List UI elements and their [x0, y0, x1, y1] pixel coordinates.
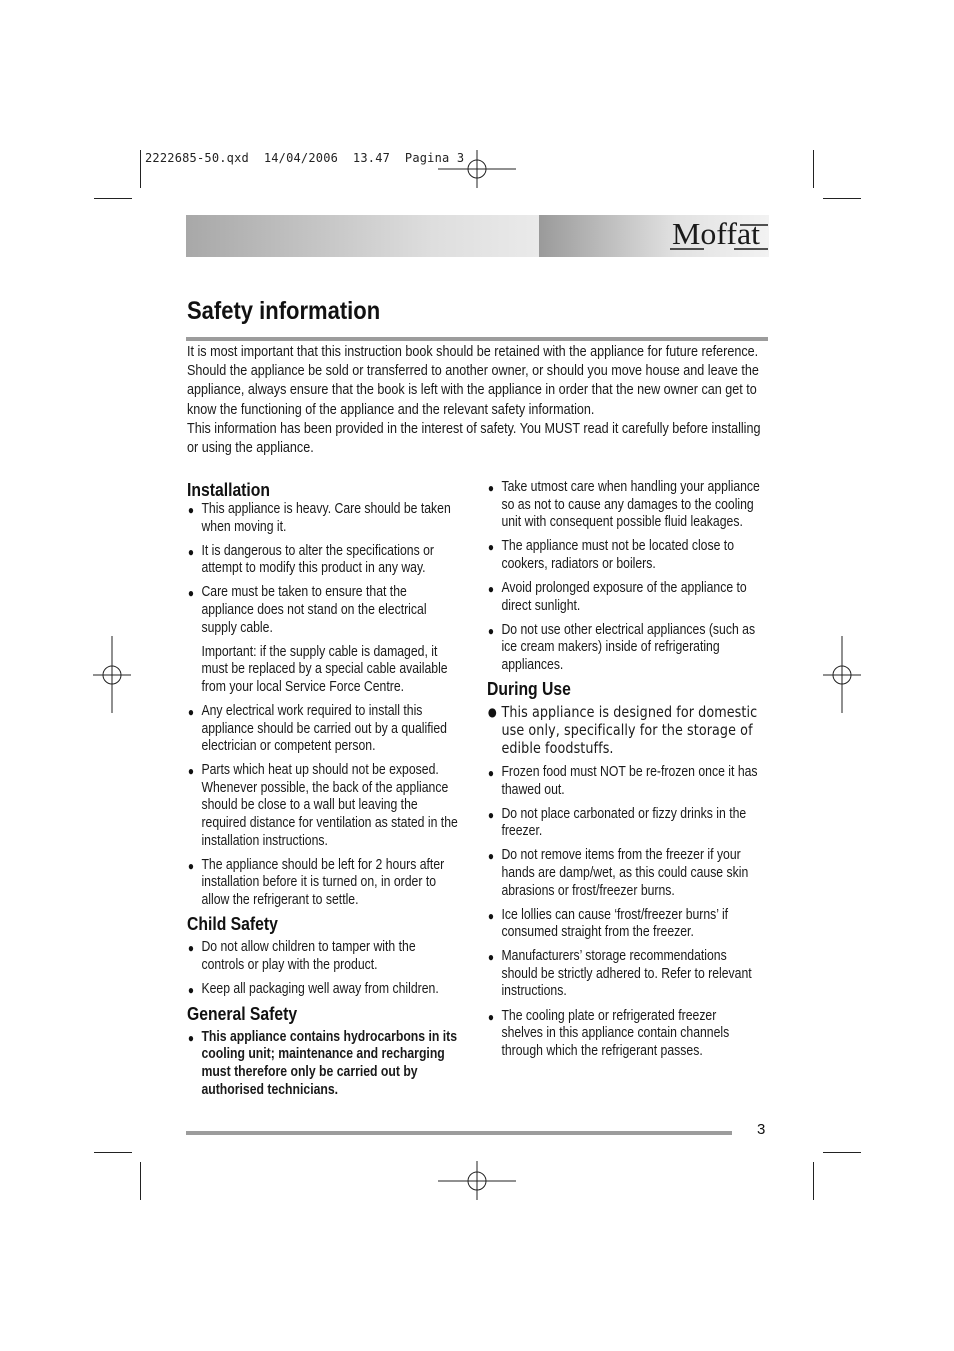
- intro-paragraph: This information has been provided in the interest of safety. You MUST read it carefully before installing or using the appliance.: [187, 420, 761, 457]
- bullet-icon: ●: [187, 983, 195, 998]
- list-item: [487, 806, 761, 841]
- list-item: [487, 580, 761, 615]
- list-item: [487, 538, 761, 573]
- list-item-text: This appliance is heavy. Care should be taken when moving it.: [201, 501, 451, 535]
- page-title: Safety information: [187, 297, 381, 325]
- list-item: [487, 622, 761, 675]
- bullet-icon: ●: [487, 481, 495, 495]
- crop-mark-bottom-right-vertical: [813, 1162, 814, 1200]
- list-item-text: This appliance is designed for domestic use only, specifically for the storage of edible foodstuffs.: [501, 703, 758, 758]
- list-item: [187, 1029, 461, 1099]
- crop-mark-top-left-vertical: [140, 150, 141, 188]
- list-item-text: The cooling plate or refrigerated freezer shelves in this appliance contain channels through which the refrigerant passes.: [501, 1007, 730, 1059]
- list-item-text: The appliance should be left for 2 hours after installation before it is turned on, in order to allow the refrigerant to settle.: [201, 856, 445, 908]
- bullet-icon: ●: [187, 1030, 195, 1045]
- list-item: [187, 857, 461, 910]
- logo-text: Moffat: [672, 216, 761, 251]
- list-item: [487, 479, 761, 532]
- list-item-text: Take utmost care when handling your appliance so as not to cause any damages to the cooling unit with consequent possible fluid leakages.: [501, 479, 760, 531]
- list-item-text: This appliance contains hydrocarbons in its cooling unit; maintenance and recharging must therefore only be carried out by authorised technicians.: [201, 1028, 458, 1098]
- list-item: [187, 501, 461, 536]
- page-number: 3: [757, 1121, 766, 1138]
- bullet-icon: ●: [487, 765, 495, 780]
- general-safety-list: [187, 1029, 461, 1099]
- list-item-text: Do not use other electrical appliances (such as ice cream makers) inside of refrigerating appliances.: [501, 621, 756, 673]
- list-item: [187, 584, 461, 637]
- bullet-icon: ●: [187, 858, 195, 873]
- installation-heading: Installation: [187, 479, 271, 500]
- list-item: [187, 543, 461, 578]
- list-item-text: Ice lollies can cause ‘frost/freezer burns’ if consumed straight from the freezer.: [501, 906, 729, 941]
- list-item: [187, 703, 461, 756]
- list-item-text: It is dangerous to alter the specifications or attempt to modify this product in any way.: [201, 542, 434, 577]
- bullet-icon: ●: [487, 705, 497, 720]
- installation-continued-list: [487, 479, 761, 674]
- list-item-text: Manufacturers’ storage recommendations should be strictly adhered to. Refer to relevant instructions.: [501, 948, 752, 1000]
- crop-mark-top-right-vertical: [813, 150, 814, 188]
- bullet-icon: ●: [187, 764, 195, 779]
- list-item-text: Do not remove items from the freezer if your hands are damp/wet, as this could cause skin abrasions or frost/freezer burns.: [501, 847, 749, 899]
- list-item: [487, 703, 761, 757]
- bullet-icon: ●: [187, 503, 195, 517]
- slug-date: 14/04/2006: [263, 151, 339, 165]
- list-item-text: Frozen food must NOT be re-frozen once it has thawed out.: [501, 763, 758, 798]
- footer-divider: [186, 1131, 732, 1135]
- list-item-text: Do not allow children to tamper with the controls or play with the product.: [201, 939, 416, 974]
- list-item: [487, 948, 761, 1001]
- bullet-icon: ●: [487, 1009, 495, 1024]
- installation-list-continued: [187, 703, 461, 910]
- list-item: [487, 847, 761, 900]
- bullet-icon: ●: [487, 908, 495, 923]
- title-divider: [186, 337, 768, 341]
- child-safety-heading: Child Safety: [187, 913, 278, 935]
- crop-mark-bottom-left-vertical: [140, 1162, 141, 1200]
- crop-mark-top-left-horizontal: [94, 198, 132, 199]
- left-column: [187, 479, 461, 1099]
- installation-list: [187, 501, 461, 637]
- bullet-icon: ●: [487, 540, 495, 555]
- crop-mark-top-right-horizontal: [823, 198, 861, 199]
- printer-slug: [145, 151, 464, 165]
- header-banner-left: [186, 215, 539, 257]
- slug-page-ref: 3: [456, 151, 465, 165]
- registration-mark-bottom-icon: [438, 1161, 518, 1201]
- list-item: [487, 764, 761, 799]
- slug-page-label: Pagina: [404, 151, 450, 165]
- list-item-text: The appliance must not be located close to cookers, radiators or boilers.: [501, 538, 735, 572]
- slug-time: 13.47: [352, 151, 391, 165]
- list-item-text: Any electrical work required to install this appliance should be carried out by a qualified electrician or competent person.: [201, 702, 447, 755]
- bullet-icon: ●: [487, 623, 495, 638]
- bullet-icon: ●: [487, 950, 495, 965]
- list-item-text: Care must be taken to ensure that the appliance does not stand on the electrical supply cable.: [201, 584, 427, 636]
- list-item-text: Parts which heat up should not be exposed. Whenever possible, the back of the appliance should be close to a wall but leaving the required distance for ventilation as stated in the installation instructions.: [201, 762, 458, 849]
- right-column: [487, 479, 761, 1060]
- list-item: [187, 981, 461, 999]
- list-item: [487, 907, 761, 942]
- intro-text: [187, 343, 765, 458]
- crop-mark-bottom-left-horizontal: [94, 1152, 132, 1153]
- slug-filename: 2222685-50.qxd: [145, 151, 249, 165]
- crop-mark-bottom-right-horizontal: [823, 1152, 861, 1153]
- important-note: Important: if the supply cable is damaged, it must be replaced by a special cable available from your local Service Force Centre.: [201, 643, 448, 695]
- moffat-logo: [668, 213, 772, 261]
- during-use-list: [487, 703, 761, 1060]
- list-item-text: Avoid prolonged exposure of the appliance to direct sunlight.: [501, 579, 747, 614]
- registration-mark-right-icon: [823, 636, 863, 714]
- bullet-icon: ●: [187, 586, 195, 601]
- list-item-text: Keep all packaging well away from children.: [201, 981, 439, 998]
- child-safety-list: [187, 939, 461, 998]
- list-item-text: Do not place carbonated or fizzy drinks in the freezer.: [501, 805, 747, 840]
- during-use-heading: During Use: [487, 678, 571, 700]
- bullet-icon: ●: [487, 581, 495, 596]
- list-item: [187, 939, 461, 974]
- bullet-icon: ●: [187, 941, 195, 956]
- list-item: [187, 762, 461, 850]
- general-safety-heading: General Safety: [187, 1002, 298, 1024]
- registration-mark-left-icon: [93, 636, 133, 714]
- intro-paragraph: It is most important that this instruction book should be retained with the appliance for future reference. Should the appliance be sold or transferred to another owner, or should you move house and leave the appliance, always ensure that the book is left with the appliance in order that the new owner can get to know the functioning of the appliance and the relevant safety information.: [187, 344, 759, 418]
- bullet-icon: ●: [187, 544, 195, 559]
- bullet-icon: ●: [187, 704, 195, 719]
- bullet-icon: ●: [487, 849, 495, 864]
- bullet-icon: ●: [487, 807, 495, 822]
- list-item: [487, 1008, 761, 1061]
